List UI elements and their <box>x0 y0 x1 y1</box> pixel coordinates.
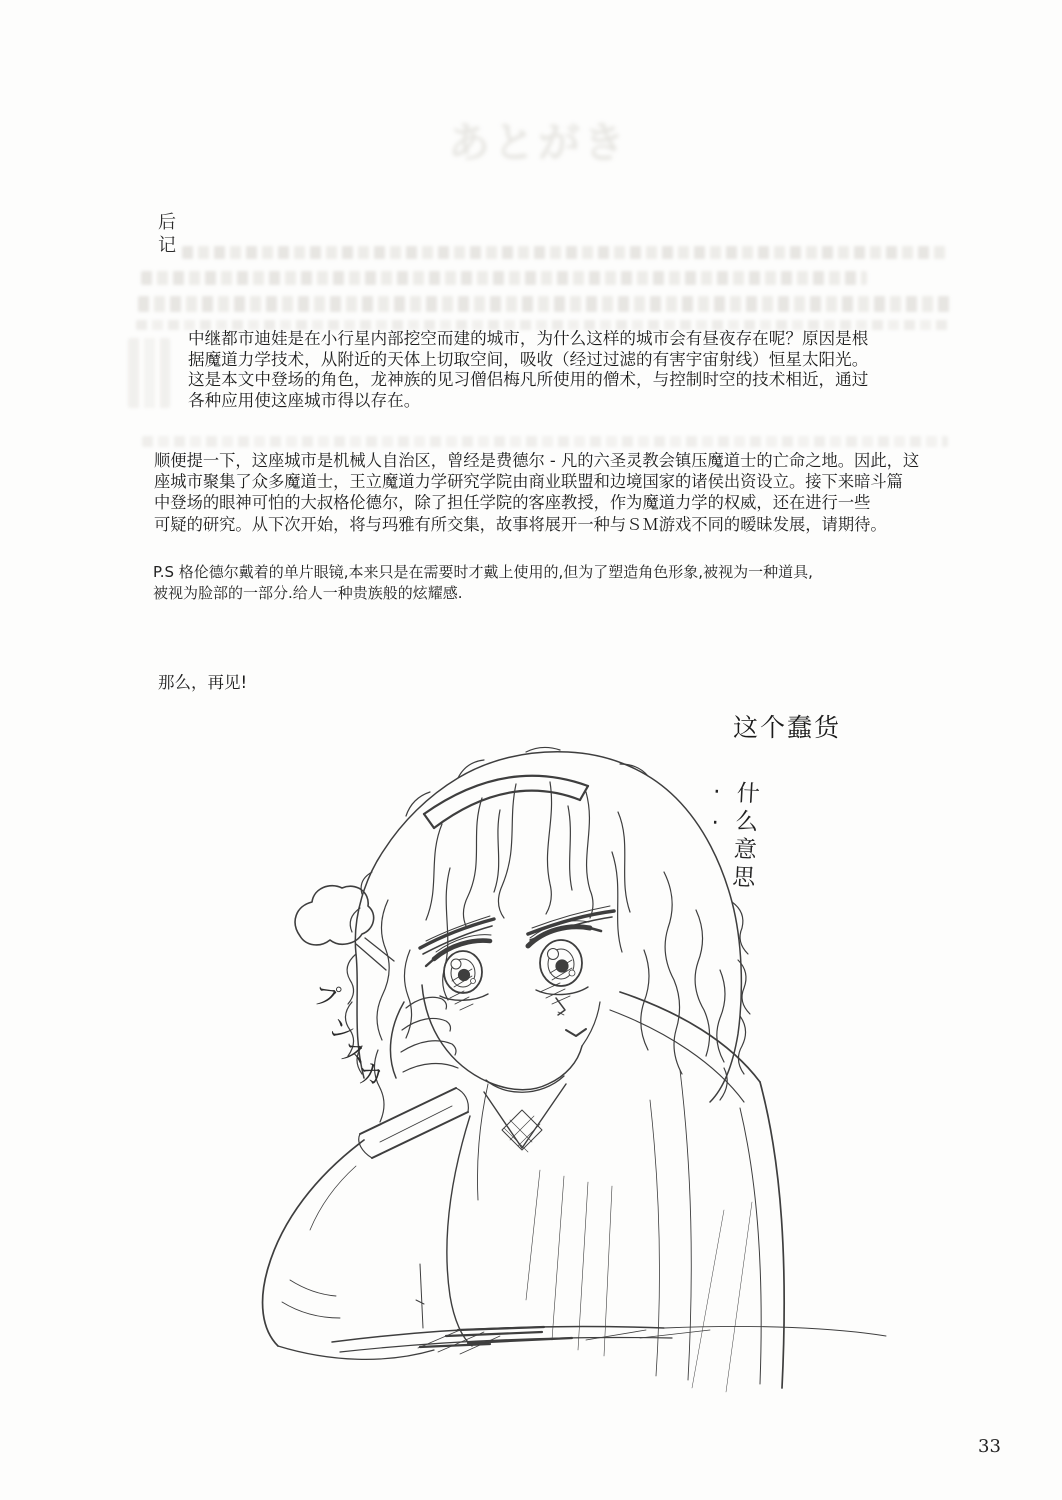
right-eye <box>528 921 601 995</box>
paragraph-line: 可疑的研究。从下次开始，将与玛雅有所交集，故事将展开一种与ＳＭ游戏不同的暧昧发展，请期待。 <box>154 514 887 534</box>
hand <box>390 997 458 1078</box>
page-number: 33 <box>978 1436 1001 1457</box>
paragraph-line: P.S 格伦德尔戴着的单片眼镜,本来只是在需要时才戴上使用的,但为了塑造角色形象,被视为一种道具, <box>153 563 813 581</box>
paragraph-line: 据魔道力学技术，从附近的天体上切取空间，吸收（经过过滤的有害宇宙射线）恒星太阳光。 <box>188 349 869 369</box>
blush-hatching <box>450 983 570 1010</box>
anger-puff-icon <box>295 886 394 970</box>
paragraph-line: 这是本文中登场的角色，龙神族的见习僧侣梅凡所使用的僧术，与控制时空的技术相近，通过 <box>188 370 869 390</box>
paragraph-line: 顺便提一下，这座城市是机械人自治区，曾经是费德尔 - 凡的六圣灵教会镇压魔道士的亡命之地。因此，这 <box>154 451 920 470</box>
ghost-text-line <box>128 338 170 408</box>
paragraph-city-intro <box>188 329 868 412</box>
paragraph-line: 中登场的眼神可怕的大叔格伦德尔，除了担任学院的客座教授，作为魔道力学的权威，还在进行一些 <box>154 493 871 513</box>
ghost-text-line <box>142 436 948 447</box>
paragraph-line: 中继都市迪娃是在小行星内部挖空而建的城市，为什么这样的城市会有昼夜存在呢？原因是根 <box>188 329 869 348</box>
ghost-text-line <box>141 271 867 285</box>
sfx-char: カ <box>356 1059 386 1092</box>
anger-sfx-text <box>310 980 385 1092</box>
ghost-text-line <box>138 296 950 312</box>
character-sketch <box>120 740 940 1410</box>
left-eye <box>426 935 491 1001</box>
paragraph-city-detail <box>154 450 919 535</box>
sfx-char: プ <box>310 979 343 1016</box>
paragraph-line: 被视为脸部的一部分.给人一种贵族般的炫耀感. <box>153 583 463 602</box>
arm-sleeve <box>263 1088 472 1359</box>
paragraph-line: 座城市聚集了众多魔道士，王立魔道力学研究学院由商业联盟和边境国家的诸侯出资设立。接下来暗斗篇 <box>154 472 903 492</box>
paragraph-line: 各种应用使这座城市得以存在。 <box>188 391 421 411</box>
vertical-question-caption: 什么意思·· <box>701 778 760 894</box>
sfx-char: ン <box>323 1011 360 1050</box>
desk <box>332 1264 886 1354</box>
paragraph-postscript <box>153 562 813 603</box>
mouth <box>566 1029 586 1036</box>
ghost-text-line <box>182 246 948 259</box>
page-title: 后记 <box>158 212 178 256</box>
face <box>420 906 614 1090</box>
sfx-char: ス <box>337 1036 370 1073</box>
farewell-text: 那么，再见! <box>158 673 248 692</box>
ghost-original-title: あとがき <box>448 118 629 167</box>
idiot-caption: 这个蠢货 <box>733 713 842 742</box>
